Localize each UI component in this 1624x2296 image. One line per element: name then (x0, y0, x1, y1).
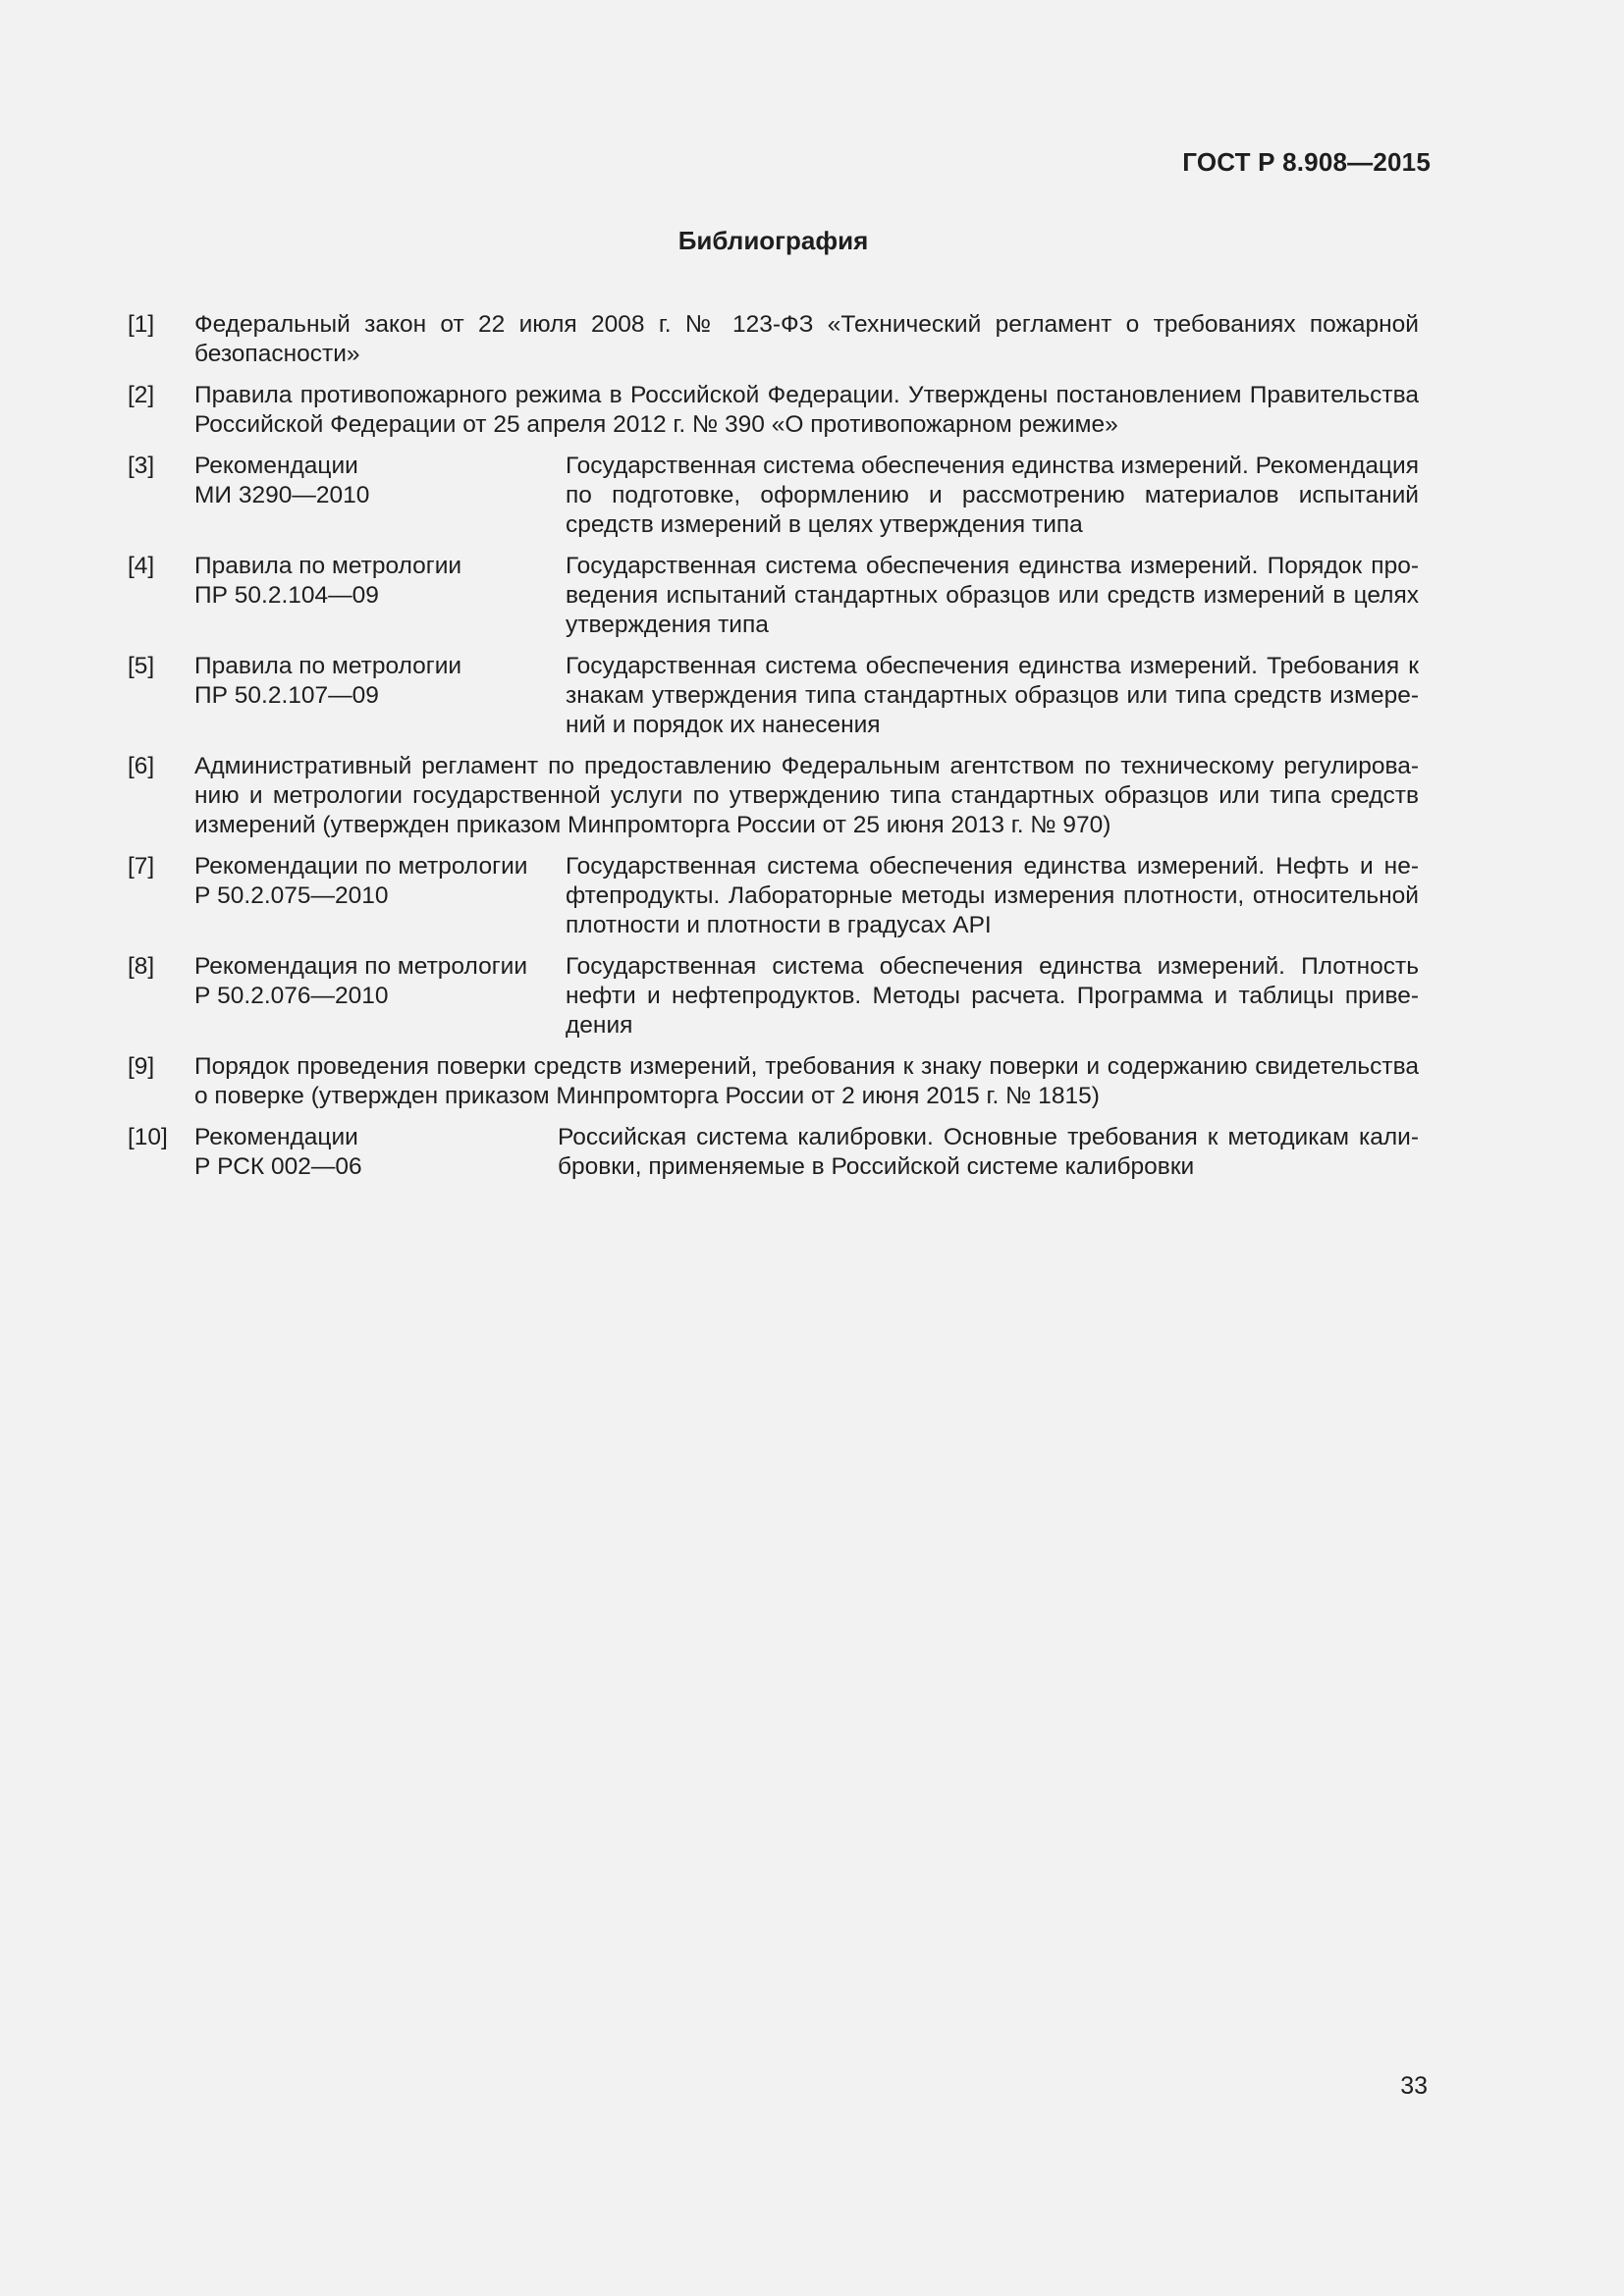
bibliography-entry-3 (128, 452, 1419, 540)
entry-text: Федеральный закон от 22 июля 2008 г. № 123-ФЗ «Технический регламент о требованиях пожарной безопасности» (194, 311, 1419, 367)
entry-source (194, 952, 566, 1041)
entry-source (194, 852, 566, 940)
entry-source (194, 1123, 558, 1182)
entry-text: Государственная система обеспечения единства измерений. Нефть и нефтепродукты. Лабораторные методы измерения плотности, относительной плотности и плотности в градусах API (566, 853, 1419, 938)
bibliography-entry-5 (128, 652, 1419, 740)
entry-number: [2] (128, 382, 155, 408)
bibliography-entry-7 (128, 852, 1419, 940)
entry-source-type: Рекомендации (194, 453, 358, 479)
entry-source (194, 552, 566, 640)
entry-source-code: Р 50.2.075—2010 (194, 882, 389, 909)
entry-text: Государственная система обеспечения единства измерений. Плотность нефти и нефтепродуктов. Методы расчета. Программа и таблицы приведения (566, 953, 1419, 1039)
entry-source-type: Правила по метрологии (194, 653, 462, 679)
entry-text: Государственная система обеспечения единства измерений. Требования к знакам утверждения типа стандартных образцов или типа средств измерений и порядок их нанесения (566, 653, 1419, 738)
entry-source (194, 452, 566, 540)
entry-number: [7] (128, 853, 155, 880)
entry-text: Государственная система обеспечения единства измерений. Рекомендация по подготовке, оформлению и рассмотрению материалов испытаний средств измерений в целях утверждения типа (566, 453, 1419, 538)
bibliography-entry-4 (128, 552, 1419, 640)
entry-number: [5] (128, 653, 155, 679)
entry-source-code: Р РСК 002—06 (194, 1153, 362, 1180)
entry-source-code: ПР 50.2.107—09 (194, 682, 379, 709)
page-number: 33 (1400, 2072, 1428, 2100)
bibliography-entry-9 (128, 1052, 1419, 1111)
entry-source-code: Р 50.2.076—2010 (194, 983, 389, 1009)
document-code: ГОСТ Р 8.908—2015 (1182, 147, 1431, 177)
entry-text: Российская система калибровки. Основные требования к методикам калибровки, применяемые в Российской системе калибровки (558, 1124, 1419, 1180)
bibliography-list (128, 310, 1419, 1194)
entry-number: [9] (128, 1053, 155, 1080)
entry-text: Государственная система обеспечения единства измерений. Порядок проведения испытаний стандартных образцов или средств измерений в целях утверждения типа (566, 553, 1419, 638)
entry-source-type: Рекомендации по метрологии (194, 853, 528, 880)
entry-text: Порядок проведения поверки средств измерений, требования к знаку поверки и содержанию свидетельства о поверке (утвержден приказом Минпромторга России от 2 июня 2015 г. № 1815) (194, 1053, 1419, 1109)
bibliography-entry-10 (128, 1123, 1419, 1182)
entry-source (194, 652, 566, 740)
entry-text: Административный регламент по предоставлению Федеральным агентством по техническому регулированию и метрологии государственной услуги по утверждению типа стандартных образцов или типа средств измерений (утвержден приказом Минпромторга России от 25 июня 2013 г. № 970) (194, 753, 1419, 838)
entry-number: [1] (128, 311, 155, 338)
bibliography-entry-6 (128, 752, 1419, 840)
bibliography-entry-1 (128, 310, 1419, 369)
entry-number: [6] (128, 753, 155, 779)
entry-source-type: Рекомендация по метрологии (194, 953, 528, 980)
entry-source-code: ПР 50.2.104—09 (194, 582, 379, 609)
entry-number: [3] (128, 453, 155, 479)
entry-source-code: МИ 3290—2010 (194, 482, 370, 508)
bibliography-entry-2 (128, 381, 1419, 440)
entry-number: [8] (128, 953, 155, 980)
entry-number: [10] (128, 1124, 168, 1150)
entry-text: Правила противопожарного режима в Российской Федерации. Утверждены постановлением Правительства Российской Федерации от 25 апреля 2012 г. № 390 «О противопожарном режиме» (194, 382, 1419, 438)
bibliography-entry-8 (128, 952, 1419, 1041)
entry-source-type: Правила по метрологии (194, 553, 462, 579)
entry-source-type: Рекомендации (194, 1124, 358, 1150)
bibliography-title: Библиография (677, 226, 869, 255)
entry-number: [4] (128, 553, 155, 579)
